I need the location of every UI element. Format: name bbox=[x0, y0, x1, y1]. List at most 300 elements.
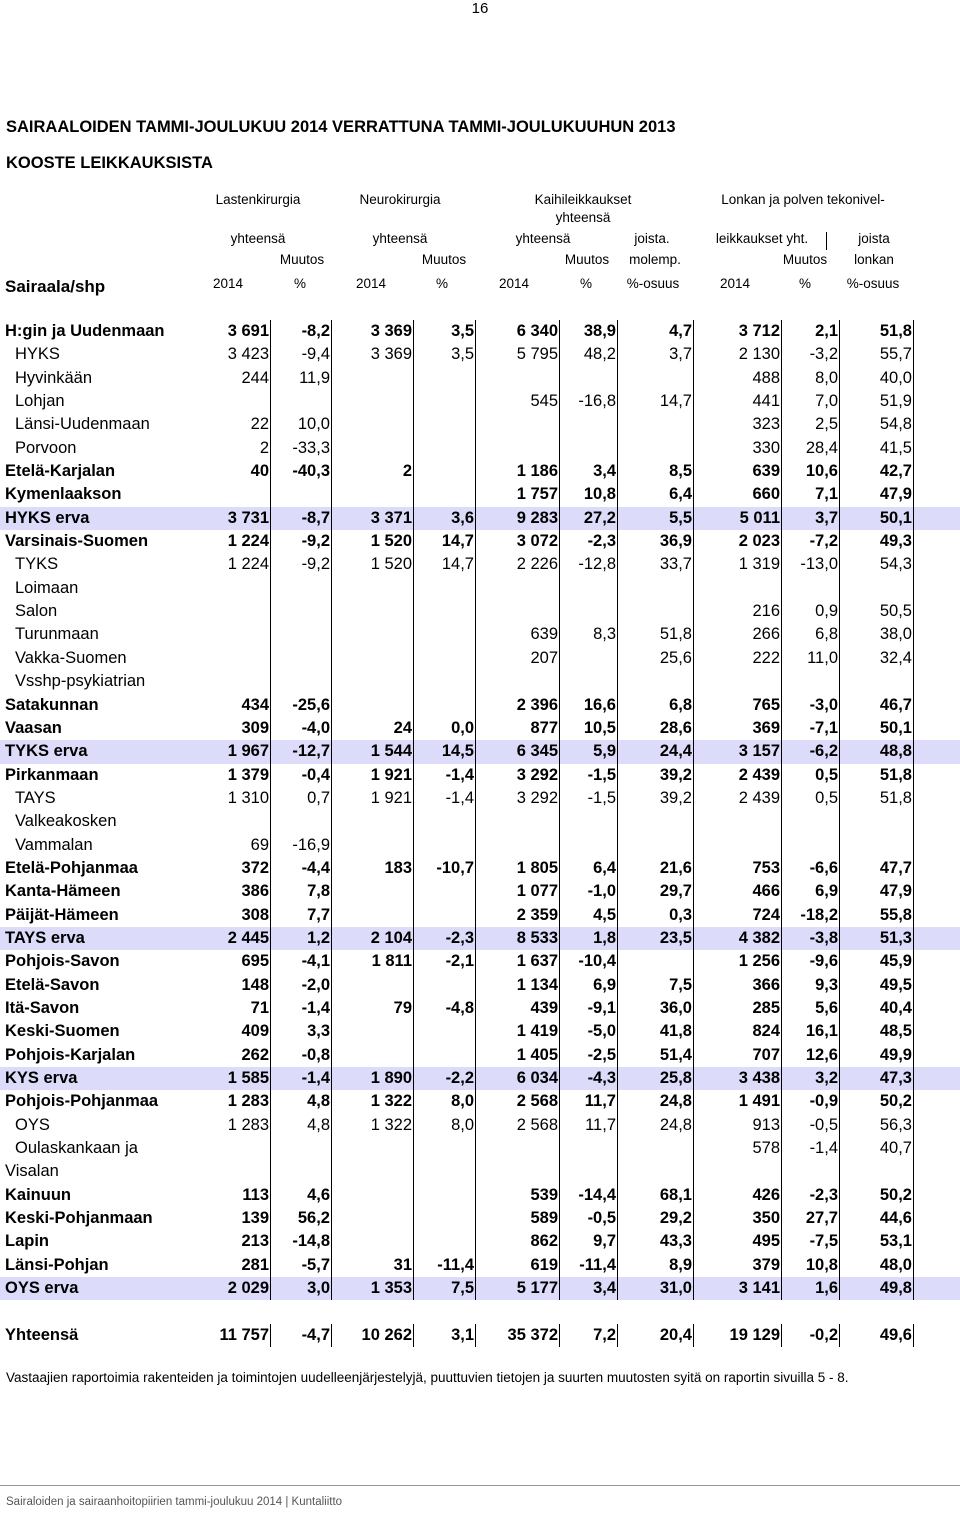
column-separator bbox=[559, 460, 560, 483]
cell-lasten-2014: 1 283 bbox=[227, 1115, 269, 1134]
report-title: SAIRAALOIDEN TAMMI-JOULUKUU 2014 VERRATTUNA TAMMI-JOULUKUUHUN 2013 bbox=[6, 118, 676, 136]
column-separator bbox=[839, 834, 840, 857]
cell-lasten-2014: 372 bbox=[241, 858, 269, 877]
column-separator bbox=[559, 1137, 560, 1160]
table-row bbox=[0, 530, 960, 553]
cell-lasten-pct: 4,8 bbox=[307, 1092, 330, 1111]
column-separator bbox=[913, 413, 914, 436]
column-separator bbox=[331, 320, 332, 343]
column-separator bbox=[781, 460, 782, 483]
cell-lonkka-osuus: 38,0 bbox=[879, 625, 912, 644]
row-label: Vaasan bbox=[5, 718, 62, 737]
cell-kaihi-pct: 3,4 bbox=[593, 1279, 616, 1298]
cell-lasten-2014: 3 731 bbox=[227, 508, 269, 527]
column-separator bbox=[781, 904, 782, 927]
column-separator bbox=[913, 390, 914, 413]
column-separator bbox=[617, 1207, 618, 1230]
column-separator bbox=[270, 507, 271, 530]
row-label: Loimaan bbox=[15, 578, 79, 597]
cell-lonkka-osuus: 54,3 bbox=[879, 555, 912, 574]
cell-neuro-2014: 1 322 bbox=[370, 1092, 412, 1111]
cell-neuro-pct: 3,5 bbox=[451, 322, 474, 340]
column-separator bbox=[781, 437, 782, 460]
column-separator bbox=[413, 740, 414, 763]
cell-lasten-pct: 3,3 bbox=[307, 1022, 330, 1041]
column-separator bbox=[475, 1067, 476, 1090]
column-separator bbox=[781, 483, 782, 506]
column-separator bbox=[839, 507, 840, 530]
header-lonkka-osuus: %-osuus bbox=[846, 276, 900, 291]
cell-lasten-2014: 69 bbox=[250, 835, 269, 854]
table-row bbox=[0, 1160, 960, 1183]
cell-lasten-pct: 56,2 bbox=[297, 1209, 330, 1228]
column-separator bbox=[331, 1207, 332, 1230]
cell-lasten-pct: 1,2 bbox=[307, 928, 330, 947]
cell-neuro-2014: 1 544 bbox=[370, 742, 412, 761]
column-separator bbox=[693, 904, 694, 927]
row-label: Satakunnan bbox=[5, 695, 99, 714]
cell-kaihi-2014: 619 bbox=[530, 1255, 558, 1274]
cell-kaihi-2014: 589 bbox=[530, 1209, 558, 1228]
cell-neuro-pct: -1,4 bbox=[445, 788, 474, 807]
cell-lasten-pct: 0,7 bbox=[307, 788, 330, 807]
column-separator bbox=[475, 1254, 476, 1277]
table-row bbox=[0, 460, 960, 483]
column-separator bbox=[839, 787, 840, 810]
cell-kaihi-molemp-osuus: 29,2 bbox=[659, 1209, 692, 1228]
cell-lonkka-pct: 10,6 bbox=[805, 462, 838, 481]
column-separator bbox=[270, 670, 271, 693]
cell-lonkka-osuus: 56,3 bbox=[879, 1115, 912, 1134]
column-separator bbox=[413, 530, 414, 553]
cell-lasten-2014: 3 691 bbox=[227, 322, 269, 340]
column-separator bbox=[693, 810, 694, 833]
column-separator bbox=[270, 1230, 271, 1253]
cell-lonkka-2014: 426 bbox=[752, 1185, 780, 1204]
column-separator bbox=[270, 577, 271, 600]
column-separator bbox=[839, 857, 840, 880]
cell-neuro-2014: 1 890 bbox=[370, 1069, 412, 1087]
column-separator bbox=[839, 1090, 840, 1113]
cell-lasten-pct: -4,1 bbox=[301, 952, 330, 971]
column-separator bbox=[617, 1160, 618, 1183]
column-separator bbox=[331, 694, 332, 717]
header-group-kaihileikkaukset: Kaihileikkaukset bbox=[534, 192, 632, 207]
cell-lasten-2014: 695 bbox=[241, 952, 269, 971]
cell-lasten-pct: 4,8 bbox=[307, 1115, 330, 1134]
cell-lasten-2014: 11 757 bbox=[219, 1325, 269, 1344]
cell-kaihi-molemp-osuus: 24,4 bbox=[659, 742, 692, 761]
column-separator bbox=[559, 787, 560, 810]
column-separator bbox=[913, 717, 914, 740]
column-separator bbox=[413, 1090, 414, 1113]
column-separator bbox=[839, 1230, 840, 1253]
column-separator bbox=[559, 1254, 560, 1277]
cell-lonkka-osuus: 48,8 bbox=[879, 742, 912, 761]
column-separator bbox=[617, 740, 618, 763]
column-separator bbox=[270, 787, 271, 810]
column-separator bbox=[331, 507, 332, 530]
column-separator bbox=[413, 950, 414, 973]
column-separator bbox=[913, 880, 914, 903]
cell-lonkka-osuus: 40,7 bbox=[879, 1139, 912, 1158]
cell-lonkka-2014: 285 bbox=[752, 998, 780, 1017]
column-separator bbox=[559, 1044, 560, 1067]
table-row bbox=[0, 857, 960, 880]
column-separator bbox=[331, 437, 332, 460]
column-separator bbox=[475, 367, 476, 390]
column-separator bbox=[559, 1090, 560, 1113]
column-separator bbox=[617, 623, 618, 646]
column-separator bbox=[413, 1020, 414, 1043]
cell-lonkka-2014: 1 319 bbox=[738, 555, 780, 574]
cell-lonkka-osuus: 48,0 bbox=[879, 1255, 912, 1274]
column-separator bbox=[617, 880, 618, 903]
column-separator bbox=[475, 507, 476, 530]
column-separator bbox=[559, 880, 560, 903]
column-separator bbox=[559, 927, 560, 950]
cell-lasten-pct: 7,8 bbox=[307, 882, 330, 901]
table-row bbox=[0, 764, 960, 787]
cell-lonkka-2014: 2 023 bbox=[738, 532, 780, 551]
header-lonkka-leikkaukset: leikkaukset yht. bbox=[715, 231, 809, 246]
cell-neuro-pct: -2,1 bbox=[445, 952, 474, 971]
cell-lonkka-2014: 488 bbox=[752, 368, 780, 387]
column-separator bbox=[331, 623, 332, 646]
column-separator bbox=[839, 1044, 840, 1067]
column-separator bbox=[270, 764, 271, 787]
column-separator bbox=[693, 460, 694, 483]
cell-lonkka-osuus: 40,0 bbox=[879, 368, 912, 387]
table-row bbox=[0, 1207, 960, 1230]
column-separator bbox=[475, 623, 476, 646]
cell-lonkka-pct: -3,8 bbox=[809, 928, 838, 947]
column-separator bbox=[559, 764, 560, 787]
cell-lonkka-2014: 441 bbox=[752, 392, 780, 411]
column-separator bbox=[617, 1114, 618, 1137]
cell-kaihi-pct: 11,7 bbox=[584, 1092, 616, 1111]
cell-kaihi-pct: -1,5 bbox=[587, 765, 616, 784]
row-label: Pohjois-Pohjanmaa bbox=[5, 1092, 159, 1111]
header-kaihi-year: 2014 bbox=[498, 276, 530, 291]
column-separator bbox=[331, 530, 332, 553]
column-separator bbox=[913, 530, 914, 553]
cell-lonkka-pct: 9,3 bbox=[815, 975, 838, 994]
header-lonkka-lonkan: lonkan bbox=[854, 252, 894, 267]
column-separator bbox=[913, 1044, 914, 1067]
column-separator bbox=[693, 390, 694, 413]
column-separator bbox=[693, 1114, 694, 1137]
column-separator bbox=[270, 1184, 271, 1207]
cell-neuro-pct: -10,7 bbox=[436, 858, 474, 877]
column-separator bbox=[413, 600, 414, 623]
cell-lasten-pct: -1,4 bbox=[301, 1069, 330, 1087]
column-separator bbox=[617, 647, 618, 670]
column-separator bbox=[617, 1090, 618, 1113]
cell-lonkka-2014: 660 bbox=[752, 485, 780, 504]
column-separator bbox=[693, 764, 694, 787]
column-separator bbox=[693, 413, 694, 436]
column-separator bbox=[839, 1207, 840, 1230]
column-separator bbox=[839, 950, 840, 973]
column-separator bbox=[413, 1207, 414, 1230]
table-row bbox=[0, 1020, 960, 1043]
cell-lonkka-2014: 824 bbox=[752, 1022, 780, 1041]
cell-lonkka-osuus: 49,9 bbox=[879, 1045, 912, 1064]
cell-kaihi-molemp-osuus: 21,6 bbox=[659, 858, 692, 877]
column-separator bbox=[839, 1277, 840, 1300]
column-separator bbox=[617, 343, 618, 366]
column-separator bbox=[693, 1067, 694, 1090]
column-separator bbox=[693, 857, 694, 880]
table-row bbox=[0, 1324, 960, 1347]
cell-kaihi-2014: 6 345 bbox=[516, 742, 558, 761]
column-separator bbox=[270, 530, 271, 553]
column-separator bbox=[617, 390, 618, 413]
cell-lasten-2014: 213 bbox=[241, 1232, 269, 1251]
column-separator bbox=[693, 694, 694, 717]
cell-kaihi-molemp-osuus: 3,7 bbox=[669, 345, 692, 364]
cell-lonkka-osuus: 51,8 bbox=[879, 788, 912, 807]
cell-lasten-2014: 309 bbox=[241, 718, 269, 737]
cell-lonkka-pct: 0,5 bbox=[815, 788, 838, 807]
cell-lasten-2014: 3 423 bbox=[227, 345, 269, 364]
cell-lonkka-2014: 3 438 bbox=[738, 1069, 780, 1087]
cell-kaihi-2014: 6 034 bbox=[516, 1069, 558, 1087]
column-separator bbox=[913, 1160, 914, 1183]
column-separator bbox=[781, 974, 782, 997]
column-separator bbox=[839, 530, 840, 553]
cell-lonkka-pct: -7,5 bbox=[809, 1232, 838, 1251]
cell-neuro-2014: 1 921 bbox=[370, 765, 412, 784]
table-row bbox=[0, 997, 960, 1020]
row-label: Porvoon bbox=[15, 438, 77, 457]
cell-lasten-pct: 3,0 bbox=[307, 1279, 330, 1298]
column-separator bbox=[781, 857, 782, 880]
cell-lasten-pct: 7,7 bbox=[307, 905, 330, 924]
column-separator bbox=[270, 1207, 271, 1230]
cell-kaihi-molemp-osuus: 51,8 bbox=[659, 625, 692, 644]
table-row bbox=[0, 577, 960, 600]
column-separator bbox=[559, 740, 560, 763]
cell-lonkka-osuus: 47,3 bbox=[879, 1069, 912, 1087]
cell-kaihi-pct: -16,8 bbox=[578, 392, 616, 411]
column-separator bbox=[475, 1137, 476, 1160]
column-separator bbox=[839, 1254, 840, 1277]
header-kaihi-muutos: Muutos bbox=[564, 252, 610, 267]
cell-lonkka-pct: 16,1 bbox=[805, 1022, 838, 1041]
column-separator bbox=[475, 1044, 476, 1067]
column-separator bbox=[693, 787, 694, 810]
column-separator bbox=[559, 483, 560, 506]
cell-lonkka-2014: 369 bbox=[752, 718, 780, 737]
cell-lonkka-pct: 11,0 bbox=[807, 648, 838, 667]
column-separator bbox=[559, 1207, 560, 1230]
column-separator bbox=[559, 367, 560, 390]
cell-lasten-2014: 1 967 bbox=[227, 742, 269, 761]
column-separator bbox=[781, 740, 782, 763]
table-row bbox=[0, 320, 960, 343]
cell-lonkka-osuus: 51,8 bbox=[879, 322, 912, 340]
column-separator bbox=[617, 1230, 618, 1253]
column-separator bbox=[559, 997, 560, 1020]
cell-kaihi-2014: 1 186 bbox=[516, 462, 558, 481]
cell-kaihi-2014: 2 568 bbox=[516, 1092, 558, 1111]
column-separator bbox=[781, 1114, 782, 1137]
column-separator bbox=[693, 950, 694, 973]
cell-lonkka-osuus: 47,9 bbox=[879, 882, 912, 901]
table-row bbox=[0, 1044, 960, 1067]
cell-lonkka-pct: 3,2 bbox=[815, 1069, 838, 1087]
column-separator bbox=[781, 577, 782, 600]
column-separator bbox=[781, 1160, 782, 1183]
column-separator bbox=[693, 1207, 694, 1230]
column-separator bbox=[559, 413, 560, 436]
cell-kaihi-pct: 1,8 bbox=[593, 928, 616, 947]
column-separator bbox=[781, 1230, 782, 1253]
column-separator bbox=[559, 507, 560, 530]
table-row bbox=[0, 834, 960, 857]
cell-kaihi-molemp-osuus: 29,7 bbox=[659, 882, 692, 901]
column-separator bbox=[331, 764, 332, 787]
cell-kaihi-2014: 9 283 bbox=[516, 508, 558, 527]
column-separator bbox=[781, 717, 782, 740]
column-separator bbox=[559, 1184, 560, 1207]
cell-kaihi-molemp-osuus: 0,3 bbox=[669, 905, 692, 924]
column-separator bbox=[331, 1230, 332, 1253]
column-separator bbox=[913, 857, 914, 880]
table-row bbox=[0, 1254, 960, 1277]
column-separator bbox=[331, 367, 332, 390]
column-separator bbox=[559, 600, 560, 623]
column-separator bbox=[617, 577, 618, 600]
cell-lasten-pct: -8,2 bbox=[301, 322, 330, 340]
cell-lonkka-2014: 19 129 bbox=[729, 1325, 780, 1344]
column-separator bbox=[270, 694, 271, 717]
column-separator bbox=[270, 1067, 271, 1090]
column-separator bbox=[617, 834, 618, 857]
column-separator bbox=[413, 1137, 414, 1160]
column-separator bbox=[913, 577, 914, 600]
header-group-kaihileikkaukset-2: yhteensä bbox=[555, 210, 611, 225]
column-separator bbox=[839, 740, 840, 763]
cell-kaihi-2014: 35 372 bbox=[507, 1325, 558, 1344]
report-subtitle: KOOSTE LEIKKAUKSISTA bbox=[6, 154, 213, 172]
cell-kaihi-2014: 207 bbox=[530, 648, 558, 667]
column-separator bbox=[475, 694, 476, 717]
column-separator bbox=[413, 694, 414, 717]
cell-kaihi-pct: -14,4 bbox=[578, 1185, 616, 1204]
column-separator bbox=[781, 320, 782, 343]
cell-lonkka-pct: 10,8 bbox=[805, 1255, 838, 1274]
cell-neuro-pct: -11,4 bbox=[437, 1255, 474, 1274]
column-separator bbox=[331, 904, 332, 927]
row-label: Yhteensä bbox=[5, 1325, 79, 1344]
cell-kaihi-2014: 1 405 bbox=[516, 1045, 558, 1064]
column-separator bbox=[331, 1160, 332, 1183]
cell-kaihi-2014: 639 bbox=[530, 625, 558, 644]
column-separator bbox=[617, 927, 618, 950]
cell-lasten-2014: 1 224 bbox=[227, 555, 269, 574]
table-row bbox=[0, 694, 960, 717]
row-label: Pohjois-Karjalan bbox=[5, 1045, 136, 1064]
column-separator bbox=[475, 1207, 476, 1230]
table-row bbox=[0, 880, 960, 903]
cell-neuro-2014: 1 520 bbox=[370, 555, 412, 574]
cell-lonkka-pct: -6,2 bbox=[809, 742, 838, 761]
column-separator bbox=[559, 670, 560, 693]
cell-kaihi-molemp-osuus: 39,2 bbox=[659, 765, 692, 784]
header-lasten-year: 2014 bbox=[212, 276, 244, 291]
header-lonkka-pct: % bbox=[798, 276, 812, 291]
column-separator bbox=[331, 1277, 332, 1300]
header-lonkka-joista: joista bbox=[858, 231, 890, 246]
row-label: Kainuun bbox=[5, 1185, 71, 1204]
column-separator bbox=[331, 460, 332, 483]
column-separator bbox=[913, 1184, 914, 1207]
cell-lonkka-pct: 8,0 bbox=[815, 368, 838, 387]
cell-lonkka-2014: 323 bbox=[752, 415, 780, 434]
column-separator bbox=[475, 437, 476, 460]
table-row bbox=[0, 600, 960, 623]
column-separator bbox=[413, 904, 414, 927]
cell-lasten-pct: -12,7 bbox=[292, 742, 330, 761]
cell-neuro-pct: -4,8 bbox=[445, 998, 474, 1017]
column-separator bbox=[331, 997, 332, 1020]
cell-neuro-pct: 3,1 bbox=[451, 1325, 474, 1344]
column-separator bbox=[413, 1230, 414, 1253]
cell-kaihi-2014: 2 396 bbox=[516, 695, 558, 714]
column-separator bbox=[693, 647, 694, 670]
header-group-lastenkirurgia: Lastenkirurgia bbox=[215, 192, 301, 207]
column-separator bbox=[559, 1067, 560, 1090]
column-separator bbox=[781, 834, 782, 857]
column-separator bbox=[693, 1184, 694, 1207]
cell-lonkka-2014: 724 bbox=[752, 905, 780, 924]
cell-lasten-2014: 281 bbox=[241, 1255, 269, 1274]
row-label: H:gin ja Uudenmaan bbox=[5, 322, 165, 340]
column-separator bbox=[270, 810, 271, 833]
column-separator bbox=[475, 553, 476, 576]
header-lasten-yhteensa: yhteensä bbox=[230, 231, 286, 246]
cell-lonkka-pct: -18,2 bbox=[800, 905, 838, 924]
column-separator bbox=[781, 1044, 782, 1067]
cell-neuro-2014: 2 bbox=[402, 462, 412, 481]
column-separator bbox=[617, 904, 618, 927]
cell-lonkka-pct: -13,0 bbox=[800, 555, 838, 574]
column-separator bbox=[839, 413, 840, 436]
column-separator bbox=[331, 413, 332, 436]
column-separator bbox=[781, 367, 782, 390]
column-separator bbox=[693, 507, 694, 530]
column-separator bbox=[475, 647, 476, 670]
cell-lonkka-2014: 4 382 bbox=[738, 928, 780, 947]
column-separator bbox=[913, 600, 914, 623]
column-separator bbox=[913, 974, 914, 997]
cell-lonkka-2014: 3 712 bbox=[738, 322, 780, 340]
table-row bbox=[0, 553, 960, 576]
cell-kaihi-molemp-osuus: 33,7 bbox=[659, 555, 692, 574]
cell-lonkka-2014: 3 141 bbox=[738, 1279, 780, 1298]
cell-lonkka-pct: 28,4 bbox=[805, 438, 838, 457]
column-separator bbox=[913, 1137, 914, 1160]
table-row bbox=[0, 623, 960, 646]
cell-kaihi-pct: 6,9 bbox=[593, 975, 616, 994]
cell-lonkka-2014: 330 bbox=[752, 438, 780, 457]
cell-lonkka-osuus: 50,2 bbox=[879, 1185, 912, 1204]
table-row bbox=[0, 927, 960, 950]
column-separator bbox=[475, 1184, 476, 1207]
